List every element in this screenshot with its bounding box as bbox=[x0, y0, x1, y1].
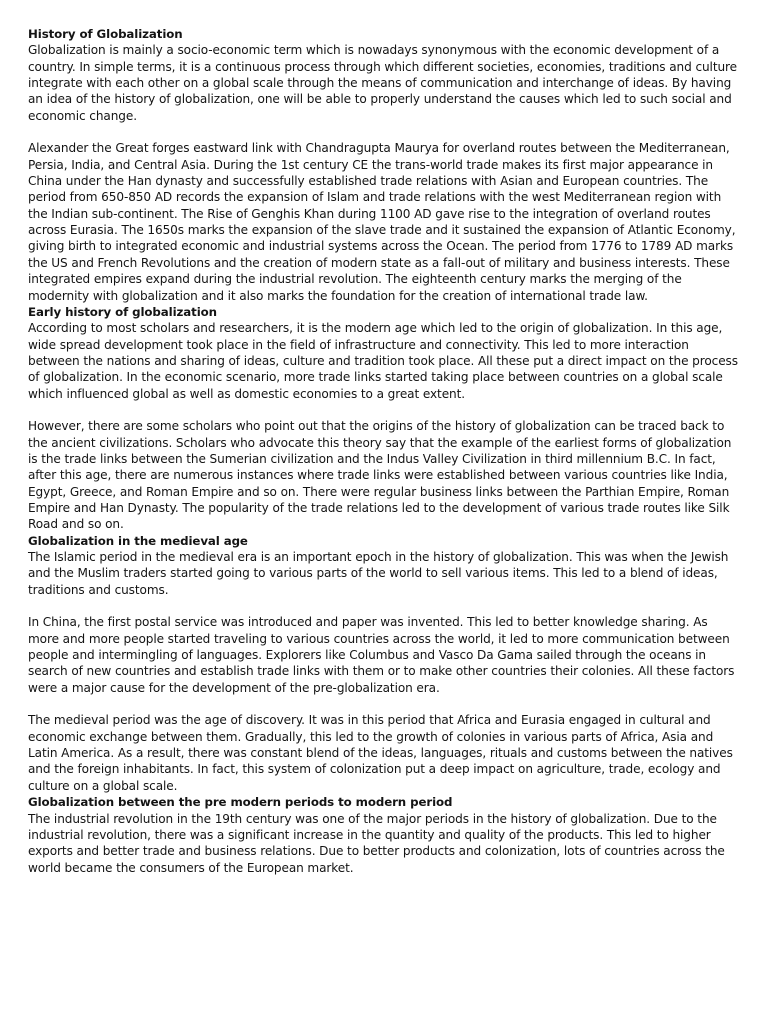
paragraph: Globalization is mainly a socio-economic term which is nowadays synonymous with the economic development of a country. In simple terms, it is a continuous process through which different societies, economies, traditions and culture integrate with each other on a global scale through the means of communication and interchange of ideas. By having an idea of the history of globalization, one will be able to properly understand the causes which led to such social and economic change. bbox=[28, 43, 737, 123]
paragraph: In China, the first postal service was introduced and paper was invented. This led to better knowledge sharing. As more and more people started traveling to various countries across the world, it led to more communication between people and intermingling of languages. Explorers like Columbus and Vasco Da Gama sailed through the oceans in search of new countries and establish trade links with them or to make other countries their colonies. All these factors were a major cause for the development of the pre-globalization era. bbox=[28, 615, 735, 695]
paragraph: However, there are some scholars who point out that the origins of the history of globalization can be traced back to the ancient civilizations. Scholars who advocate this theory say that the example of the earliest forms of globalization is the trade links between the Sumerian civilization and the Indus Valley Civilization in third millennium B.C. In fact, after this age, there are numerous instances where trade links were established between various countries like India, Egypt, Greece, and Roman Empire and so on. There were regular business links between the Parthian Empire, Roman Empire and Han Dynasty. The popularity of the trade relations led to the development of various trade routes like Silk Road and so on. bbox=[28, 419, 732, 532]
section-heading: Globalization between the pre modern periods to modern period bbox=[28, 795, 453, 810]
paragraph: The medieval period was the age of discovery. It was in this period that Africa and Eurasia engaged in cultural and economic exchange between them. Gradually, this led to the growth of colonies in various parts of Africa, Asia and Latin America. As a result, there was constant blend of the ideas, languages, rituals and customs between the natives and the foreign inhabitants. In fact, this system of colonization put a deep impact on agriculture, trade, ecology and culture on a global scale. bbox=[28, 713, 733, 793]
paragraph-gap bbox=[28, 696, 742, 712]
paragraph-gap bbox=[28, 402, 742, 418]
paragraph-gap bbox=[28, 598, 742, 614]
section-heading: History of Globalization bbox=[28, 27, 183, 41]
section-heading: Globalization in the medieval age bbox=[28, 533, 248, 548]
section-heading: Early history of globalization bbox=[28, 304, 217, 319]
paragraph: According to most scholars and researchers, it is the modern age which led to the origin of globalization. In this age, wide spread development took place in the field of infrastructure and connectivity. This led to more interaction between the nations and sharing of ideas, culture and tradition took place. All these put a direct impact on the process of globalization. In the economic scenario, more trade links started taking place between countries on a global scale which influenced global as well as domestic economies to a great extent. bbox=[28, 321, 738, 401]
paragraph: Alexander the Great forges eastward link with Chandragupta Maurya for overland routes between the Mediterranean, Persia, India, and Central Asia. During the 1st century CE the trans-world trade makes its first major appearance in China under the Han dynasty and successfully established trade relations with Asian and European countries. The period from 650-850 AD records the expansion of Islam and trade relations with the west Mediterranean region with the Indian sub-continent. The Rise of Genghis Khan during 1100 AD gave rise to the integration of overland routes across Eurasia. The 1650s marks the expansion of the slave trade and it sustained the expansion of Atlantic Economy, giving birth to integrated economic and industrial systems across the Ocean. The period from 1776 to 1789 AD marks the US and French Revolutions and the creation of modern state as a fall-out of military and business interests. These integrated empires expand during the industrial revolution. The eighteenth century marks the merging of the modernity with globalization and it also marks the foundation for the creation of international trade law. bbox=[28, 141, 736, 303]
paragraph-gap bbox=[28, 124, 742, 140]
paragraph: The Islamic period in the medieval era is an important epoch in the history of globalization. This was when the Jewish and the Muslim traders started going to various parts of the world to sell various items. This led to a blend of ideas, traditions and customs. bbox=[28, 550, 729, 597]
paragraph: The industrial revolution in the 19th century was one of the major periods in the history of globalization. Due to the industrial revolution, there was a significant increase in the quantity and quality of the products. This led to higher exports and better trade and business relations. Due to better products and colonization, lots of countries across the world became the consumers of the European market. bbox=[28, 811, 725, 875]
document-page bbox=[28, 26, 742, 876]
